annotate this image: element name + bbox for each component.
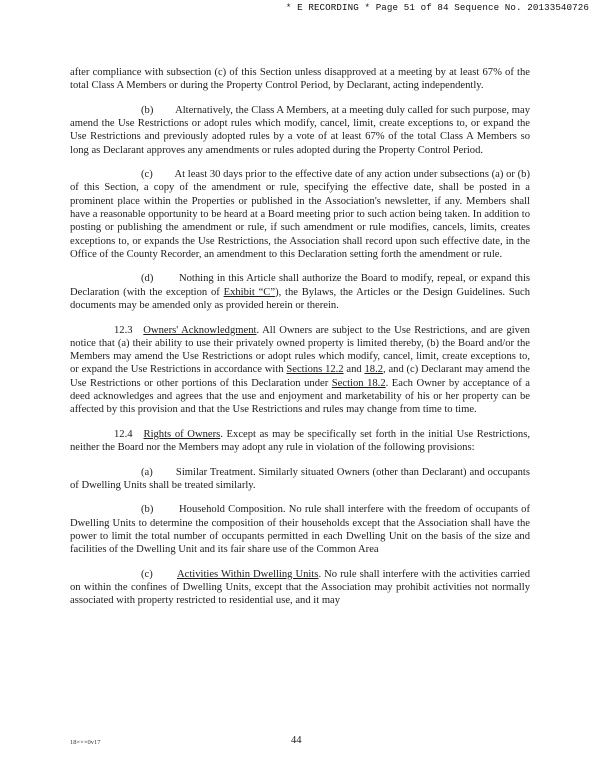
exhibit-reference: Exhibit “C” [223,286,276,298]
section-text: , and (c) Declarant may amend the Use Restrictions or other portions of this Declaration under [70,364,530,389]
subsection-title: Activities Within Dwelling Units [176,568,319,580]
section-reference: Section 18.2 [331,377,386,389]
section-title: Owners' Acknowledgment [143,324,257,336]
subsection-c-activities [70,568,530,608]
paragraph-text: . No rule shall interfere with the freedom of occupants of Dwelling Units to determine the composition of their households except that the Association shall have the power to limit the total number of occupants permitted in each Dwelling Unit on the basis of the size and facilities of the Dwelling Unit and its fair share use of the Common Area [70,504,531,556]
paragraph-b [70,104,530,157]
section-text: and [343,364,365,376]
section-title: Rights of Owners [143,428,221,440]
document-body [70,66,530,619]
section-reference: 18.2 [364,364,384,376]
paragraph-d [70,272,530,312]
paragraph-label: (d) [141,273,154,285]
paragraph-label: (b) [141,504,154,516]
paragraph-text: Alternatively, the Class A Members, at a meeting duly called for such purpose, may amend the Use Restrictions or adopt rules which modify, cancel, limit, create exceptions to, or expand the Use Restrictions and previously adopted rules by a vote of at least 67% of the total Class A Members so long as Declarant approves any amendments or rules adopted during the Property Control Period. [70,104,530,156]
section-text: . Except as may be specifically set forth in the initial Use Restrictions, neither the Board nor the Members may adopt any rule in violation of the following provisions: [70,428,530,454]
paragraph-c [70,168,530,261]
section-number: 12.3 [114,324,133,336]
paragraph-text: ), the Bylaws, the Articles or the Design Guidelines. Such documents may be amended only as provided herein or therein. [70,286,531,312]
section-text: . Each Owner by acceptance of a deed acknowledges and agrees that the use and enjoyment and marketability of his or her property can be affected by this provision and that the Use Restrictions and rules may change from time to time. [70,377,530,416]
paragraph-text: . Similarly situated Owners (other than Declarant) and occupants of Dwelling Units shall be treated similarly. [70,466,531,491]
paragraph-label: (c) [141,568,153,580]
subsection-b-household [70,503,530,556]
section-text: . All Owners are subject to the Use Restrictions, and are given notice that (a) their ability to use their privately owned property is limited thereby, (b) the Board and/or the Members may amend the Use Restrictions or adopt rules which modify, cancel, limit, create exceptions to, or expand the Use Restrictions in accordance with [70,324,530,376]
subsection-title: Similar Treatment [175,466,253,478]
section-reference: Sections 12.2 [286,364,344,376]
section-12-4 [70,428,530,455]
paragraph-continuation: after compliance with subsection (c) of this Section unless disapproved at a meeting by at least 67% of the total Class A Members or during the Property Control Period, by Declarant, acting independently. [70,67,530,92]
paragraph-text: Nothing in this Article shall authorize the Board to modify, repeal, or expand this Declaration (with the exception of [70,273,531,298]
document-id-footer: 18×××0v17 [70,739,101,746]
paragraph-label: (c) [141,169,153,181]
subsection-a-similar-treatment [70,466,530,493]
section-12-3 [70,324,530,417]
paragraph-label: (a) [141,466,153,478]
paragraph-text: . No rule shall interfere with the activities carried on within the confines of Dwelling Units, except that the Association may prohibit activities not normally associated with property restricted to residential use, and it may [70,568,531,607]
subsection-title: Household Composition [179,504,283,516]
page-number: 44 [291,735,302,746]
recording-header: * E RECORDING * Page 51 of 84 Sequence No. 20133540726 [285,2,589,13]
paragraph-text: At least 30 days prior to the effective date of any action under subsections (a) or (b) of this Section, a copy of the amendment or rule, specifying the effective date, shall be posted in a prominent place within the Properties or published in the Association's newsletter, if any. Members shall have a reasonable opportunity to be heard at a Board meeting prior to such action being taken. In addition to posting or publishing the amendment or rule, if such amendment or rule modifies, cancels, limits, creates exceptions to, or expands the Use Restrictions, the Association shall record upon such effective date, in the Office of the County Recorder, an amendment to this Declaration setting forth the amendment or rule. [70,169,531,260]
section-number: 12.4 [114,428,133,440]
paragraph-label: (b) [141,104,154,116]
